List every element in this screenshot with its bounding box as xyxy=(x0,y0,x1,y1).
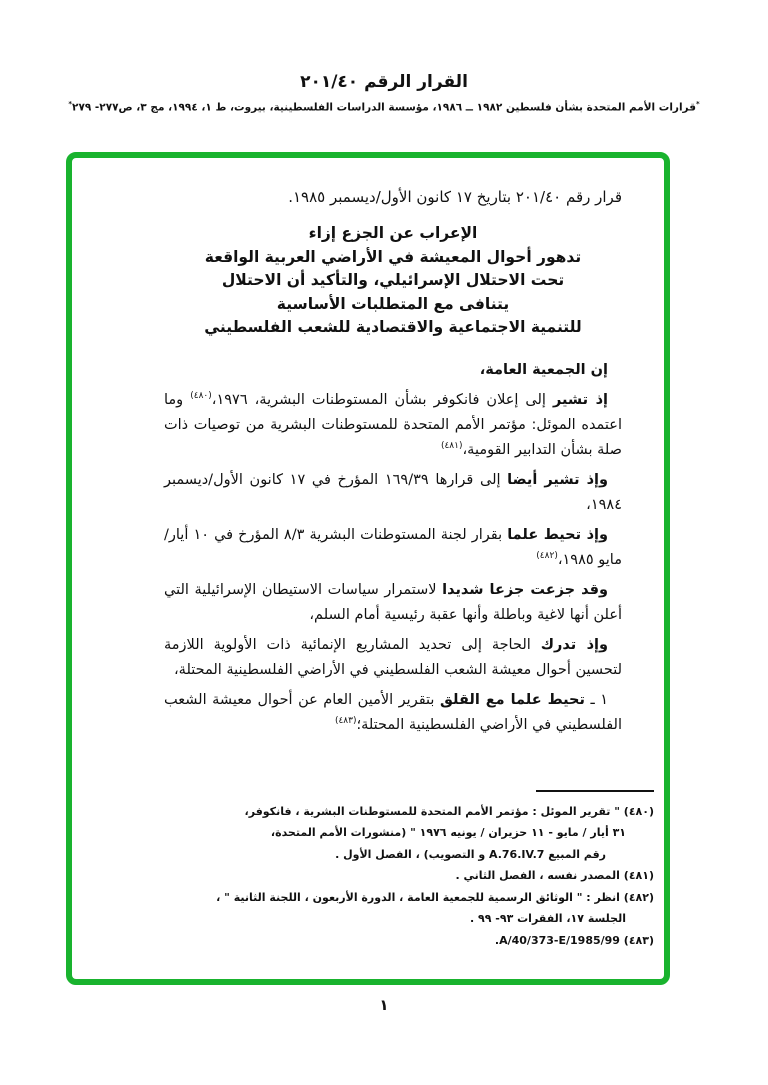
resolution-title-line: تحت الاحتلال الإسرائيلي، والتأكيد أن الاحتلال xyxy=(221,271,565,289)
footnote-line: الجلسة ١٧، الفقرات ٩٣- ٩٩ . xyxy=(470,912,626,925)
footnote-reference: (٤٨٣) xyxy=(334,715,357,726)
resolution-title-line: الإعراب عن الجزع إزاء xyxy=(308,224,478,242)
resolution-title-line: يتنافى مع المتطلبات الأساسية xyxy=(276,294,510,313)
body-paragraph xyxy=(164,523,622,573)
resolution-body xyxy=(164,358,622,738)
footnote-line: ٣١ أيار / مايو - ١١ حزيران / يونيه ١٩٧٦ " (منشورات الأمم المتحدة، xyxy=(270,826,626,839)
body-paragraph xyxy=(164,468,622,518)
paragraph-text: إذ تشير xyxy=(552,391,608,408)
paragraph-text: وما اعتمده الموئل: مؤتمر الأمم المتحدة للمستوطنات البشرية من توصيات ذات صلة بشأن التدابير القومية، xyxy=(164,391,622,458)
resolution-date-line: قرار رقم ٢٠١/٤٠ بتاريخ ١٧ كانون الأول/ديسمبر ١٩٨٥. xyxy=(288,188,622,206)
body-paragraph xyxy=(164,578,622,628)
source-note-mark-start: * xyxy=(695,100,700,108)
resolution-number-heading: القرار الرقم ٢٠١/٤٠ xyxy=(300,72,468,92)
paragraph-text: إن الجمعية العامة، xyxy=(479,361,608,378)
resolution-box xyxy=(66,152,670,985)
source-note-mark-end: * xyxy=(68,100,73,108)
footnote-line: (٤٨٣) A/40/373-E/1985/99. xyxy=(494,933,654,947)
resolution-title-line: للتنمية الاجتماعية والاقتصادية للشعب الفلسطيني xyxy=(204,318,582,336)
footnote-reference: (٤٨٠) xyxy=(190,390,212,401)
paragraph-text: وقد جزعت جزعا شديدا xyxy=(442,581,608,598)
footnote-lines xyxy=(136,801,654,952)
body-paragraph xyxy=(164,358,622,383)
resolution-box-content xyxy=(72,158,664,738)
footnote-line: (٤٨١) المصدر نفسه ، الفصل الثاني . xyxy=(455,869,654,882)
footnote-line: (٤٨٠) " تقرير الموئل : مؤتمر الأمم المتحدة للمستوطنات البشرية ، فانكوفر، xyxy=(244,804,654,818)
paragraph-text: وإذ تحيط علما xyxy=(507,526,608,543)
footnote-reference: (٤٨٢) xyxy=(536,550,558,561)
paragraph-text: وإذ تشير أيضا xyxy=(507,471,609,488)
paragraph-text: بتقرير الأمين العام عن أحوال معيشة الشعب الفلسطيني في الأراضي الفلسطينية المحتلة؛ xyxy=(164,691,622,733)
paragraph-text: وإذ تدرك xyxy=(540,636,608,653)
body-paragraph xyxy=(164,633,622,683)
footnotes-block xyxy=(136,790,654,952)
footnote-reference: (٤٨١) xyxy=(440,440,463,451)
body-paragraph xyxy=(164,388,622,463)
footnote-separator xyxy=(536,790,654,792)
paragraph-text: إلى قرارها ١٦٩/٣٩ المؤرخ في ١٧ كانون الأول/ديسمبر ١٩٨٤، xyxy=(164,471,622,513)
resolution-title-block xyxy=(164,222,622,340)
footnote-line: (٤٨٢) انظر : " الوثائق الرسمية للجمعية العامة ، الدورة الأربعون ، اللجنة الثانية " ، xyxy=(216,890,654,904)
paragraph-text: لاستمرار سياسات الاستيطان الإسرائيلية التي أعلن أنها لاغية وباطلة وأنها عقبة رئيسية أمام السلم، xyxy=(164,581,622,623)
paragraph-text: الحاجة إلى تحديد المشاريع الإنمائية ذات الأولوية اللازمة لتحسين أحوال معيشة الشعب الفلسطيني في الأراضي الفلسطينية المحتلة، xyxy=(164,636,622,678)
body-paragraph xyxy=(164,688,622,738)
paragraph-text: بقرار لجنة المستوطنات البشرية ٨/٣ المؤرخ في ١٠ أيار/مايو ١٩٨٥، xyxy=(164,526,622,568)
source-citation-text: قرارات الأمم المتحدة بشأن فلسطين ١٩٨٢ ــ ١٩٨٦، مؤسسة الدراسات الفلسطينية، بيروت، ط ١، ١٩٩٤، مج ٣، ص٢٧٧- ٢٧٩ xyxy=(72,101,696,114)
footnote-line: رقم المبيع A.76.IV.7 و التصويب) ، الفصل الأول . xyxy=(335,847,606,861)
resolution-title-line: تدهور أحوال المعيشة في الأراضي العربية الواقعة xyxy=(204,247,582,266)
paragraph-text: إلى إعلان فانكوفر بشأن المستوطنات البشرية، ١٩٧٦، xyxy=(211,391,553,408)
paragraph-text: ١ ـ xyxy=(584,691,609,708)
paragraph-text: تحيط علما مع القلق xyxy=(439,691,585,708)
page-number: ١ xyxy=(379,996,389,1014)
source-citation-line xyxy=(0,100,768,114)
